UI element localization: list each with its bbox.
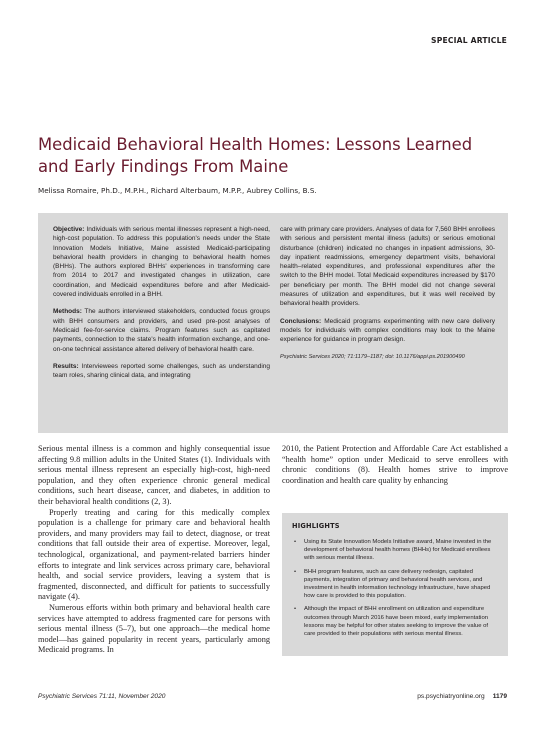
abstract-box xyxy=(38,213,508,433)
body-paragraph: Properly treating and caring for this medically complex population is a challenge for primary care and behavioral health providers, and many providers may fail to detect, diagnose, or treat conditions that fall outside their area of expertise. Moreover, legal, technological, organizational, and payment-related barriers hinder efforts to integrate and link services across primary care, behavioral health, and social service providers, leaving a system that is fragmented, disconnected, and difficult for patients to successfully navigate (4). xyxy=(38,507,270,602)
abstract-objective xyxy=(53,225,270,299)
author-list: Melissa Romaire, Ph.D., M.P.H., Richard Alterbaum, M.P.P., Aubrey Collins, B.S. xyxy=(38,186,317,195)
abstract-methods xyxy=(53,307,270,353)
highlight-text: BHH program features, such as care delivery redesign, capitated payments, integration of primary and behavioral health services, and investment in health information technology infrastructure, have shaped how care is provided to this population. xyxy=(304,568,491,600)
body-left-column xyxy=(38,444,270,656)
highlights-box xyxy=(282,513,508,656)
abstract-right-column xyxy=(280,225,495,370)
highlights-list xyxy=(292,538,500,643)
highlight-item xyxy=(292,568,500,601)
highlight-text: Although the impact of BHH enrollment on utilization and expenditure outcomes through March 2016 have been mixed, early implementation lessons may be helpful for other states seeking to improve the value of care provided to their populations with serious mental illness. xyxy=(304,606,489,638)
conclusions-text: Medicaid programs experimenting with new care delivery models for individuals with complex conditions may look to the Maine experience for guidance in program design. xyxy=(280,317,496,344)
page-number: 1179 xyxy=(492,693,507,700)
bullet-icon: • xyxy=(294,606,297,613)
objective-text: Individuals with serious mental illnesses represent a high-need, high-cost population. To address this population's needs under the State Innovation Models Initiative, Maine assisted Medicaid-participating behavioral health providers in changing to behavioral health homes (BHHs). The authors explored BHHs' experiences in transforming care from 2014 to 2017 and investigated changes in utilization, care coordination, and Medicaid expenditures before and after Medicaid-covered individuals enrolled in a BHH. xyxy=(53,226,270,299)
methods-label: Methods: xyxy=(53,308,82,316)
body-right-column xyxy=(282,444,508,486)
footer-website-link[interactable]: ps.psychiatryonline.org xyxy=(417,693,485,700)
methods-text: The authors interviewed stakeholders, conducted focus groups with BHH consumers and providers, and used pre-post analyses of Medicaid fee-for-service claims. Program features such as capitated payments, connection to the state's health information exchange, and one-on-one technical assistance altered delivery of behavioral health care. xyxy=(53,308,270,353)
body-paragraph: 2010, the Patient Protection and Affordable Care Act established a “health home” option under Medicaid to serve enrollees with chronic conditions (8). Health homes strive to improve coordination and health care quality by enhancing xyxy=(282,444,508,485)
body-paragraph: Serious mental illness is a common and highly consequential issue affecting 9.8 million adults in the United States (1). Individuals with serious mental illness represent an especially high-cost, high-need population, and they often experience chronic general medical conditions, such heart disease, cancer, and diabetes, in addition to their behavioral health conditions (2, 3). xyxy=(38,444,270,506)
abstract-conclusions xyxy=(280,317,495,345)
objective-label: Objective: xyxy=(53,226,85,233)
footer-right xyxy=(417,693,507,700)
footer-journal: Psychiatric Services 71:11, November 2020 xyxy=(38,693,166,700)
results-text-continued: care with primary care providers. Analyses of data for 7,560 BHH enrollees with serious and persistent mental illness (adults) or serious emotional disturbance (children) indicated no changes in inpatient admissions, 30-day inpatient readmissions, emergency department visits, behavioral health–related expenditures, and professional expenditures after the switch to the BHH model. Total Medicaid expenditures increased by $170 per beneficiary per month. The BHH model did not change several measures of utilization and expenditures, but it was well received by behavioral health providers. xyxy=(280,226,495,308)
results-label: Results: xyxy=(53,362,79,370)
conclusions-label: Conclusions: xyxy=(280,317,322,325)
highlight-item xyxy=(292,605,500,638)
highlight-text: Using its State Innovation Models Initiative award, Maine invested in the development of behavioral health homes (BHHs) for Medicaid enrollees with serious mental illness. xyxy=(304,539,492,562)
abstract-left-column xyxy=(53,225,270,388)
section-label: SPECIAL ARTICLE xyxy=(431,36,507,45)
highlights-title: HIGHLIGHTS xyxy=(292,522,340,530)
body-paragraph: Numerous efforts within both primary and behavioral health care services have attempted to address fragmented care for persons with serious mental illness (5–7), but one approach—the medical home model—has gained popularity in recent years, particularly among Medicaid programs. In xyxy=(38,602,270,655)
results-text-start: Interviewees reported some challenges, such as understanding team roles, sharing clinical data, and integrating xyxy=(53,362,271,380)
bullet-icon: • xyxy=(294,539,297,545)
abstract-results xyxy=(53,362,270,381)
bullet-icon: • xyxy=(294,568,297,575)
article-title: Medicaid Behavioral Health Homes: Lessons Learned and Early Findings From Maine xyxy=(38,135,473,176)
highlight-item xyxy=(292,538,500,563)
citation: Psychiatric Services 2020; 71:1179–1187; doi: 10.1176/appi.ps.201900490 xyxy=(280,353,465,360)
